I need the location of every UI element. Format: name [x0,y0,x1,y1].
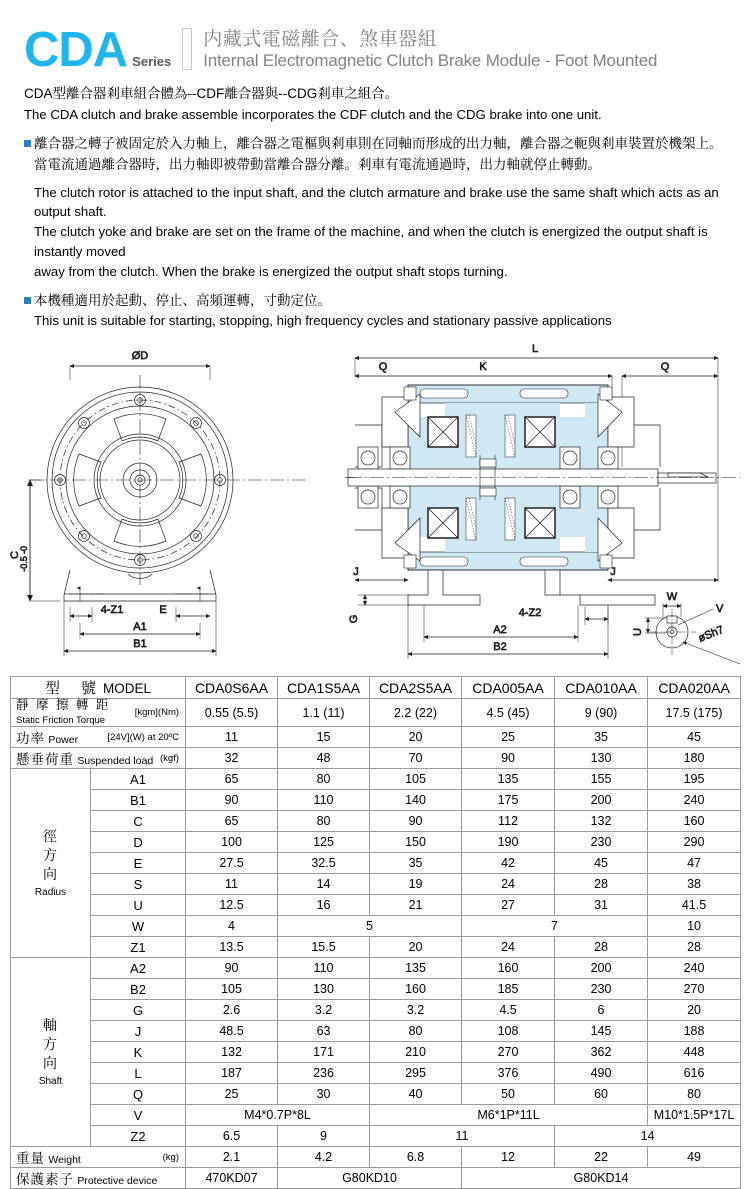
cell-E-c2: 32.5 [278,853,370,874]
dim-label-g: G [348,614,360,624]
cell-K-c3: 210 [370,1042,462,1063]
dim-name-U: U [91,895,186,916]
cell-B2-c5: 230 [555,979,648,1000]
cell-Z2-2: 9 [278,1126,370,1147]
table-row-dim-G [11,1000,741,1021]
header-title-en: Internal Electromagnetic Clutch Brake Module - Foot Mounted [203,51,658,71]
dim-label-4z2: 4-Z2 [518,607,542,620]
brand-logo: CDA [24,23,128,78]
cell-B1-c4: 175 [462,790,555,811]
bullet1-zh-1: 離合器之轉子被固定於入力軸上，離合器之電樞與剎車則在同軸而形成的出力軸，離合器之軛與剎車裝置於機架上。 [34,135,723,151]
cell-r2-c6: 45 [648,727,741,748]
cell-C-c5: 132 [555,811,648,832]
cell-B1-c2: 110 [278,790,370,811]
cell-r2-c5: 35 [555,727,648,748]
dim-name-Z1: Z1 [91,937,186,958]
cell-r1-c2: 1.1 (11) [278,699,370,727]
table-row-dim-A2 [11,958,741,979]
cell-Q-c4: 50 [462,1084,555,1105]
cell-A2-c3: 135 [370,958,462,979]
table-row-dim-E [11,853,741,874]
cell-r1-c3: 2.2 (22) [370,699,462,727]
cell-G-c3: 3.2 [370,1000,462,1021]
dim-label-b1: B1 [133,638,147,651]
table-row-dim-Q [11,1084,741,1105]
intro-section [0,72,750,331]
cell-D-c6: 290 [648,832,741,853]
cell-r2-c1: 11 [186,727,278,748]
cell-B1-c6: 240 [648,790,741,811]
cell-D-c1: 100 [186,832,278,853]
cell-E-c4: 42 [462,853,555,874]
cell-W-2: 5 [278,916,462,937]
dim-name-K: K [91,1042,186,1063]
dim-label-c-tol-lower: -0.5 [19,556,29,573]
group-label-radius: 徑 方 向 Radius [11,769,91,958]
cell-Z1-c2: 15.5 [278,937,370,958]
dim-label-j-left: J [353,566,359,579]
cell-D-c3: 150 [370,832,462,853]
dim-label-a1: A1 [133,621,147,634]
footer-cell-1-c4: 12 [462,1147,555,1168]
intro-zh-1: CDA型離合器剎車組合體為--CDF離合器與--CDG剎車之組合。 [24,86,399,101]
cell-K-c6: 448 [648,1042,741,1063]
bullet1-en-2: The clutch yoke and brake are set on the frame of the machine, and when the clutch is energized the output shaft is instantly moved [34,224,708,259]
cell-J-c6: 188 [648,1021,741,1042]
cell-D-c5: 230 [555,832,648,853]
dim-name-C: C [91,811,186,832]
dim-label-u: U [632,628,644,637]
cell-B1-c5: 200 [555,790,648,811]
table-row [11,748,741,769]
cell-E-c1: 27.5 [186,853,278,874]
footer-cell-1-c5: 22 [555,1147,648,1168]
row-label-2: 功率 Power [24V](W) at 20ºC [11,727,186,748]
cell-S-c1: 11 [186,874,278,895]
series-label: Series [132,54,172,69]
cell-Q-c1: 25 [186,1084,278,1105]
table-row [11,699,741,727]
bullet-square-icon [24,140,31,147]
dim-name-A1: A1 [91,769,186,790]
cell-S-c3: 19 [370,874,462,895]
footer-cell-1-c2: 4.2 [278,1147,370,1168]
cell-D-c2: 125 [278,832,370,853]
dim-name-Z2: Z2 [91,1126,186,1147]
page-header [0,0,750,78]
table-row [11,727,741,748]
cell-G-c6: 20 [648,1000,741,1021]
technical-drawings [0,337,750,672]
cell-U-c5: 31 [555,895,648,916]
table-row-footer-2 [11,1168,741,1189]
cell-C-c3: 90 [370,811,462,832]
cell-r3-c1: 32 [186,748,278,769]
cell-r1-c6: 17.5 (175) [648,699,741,727]
cell-B1-c1: 90 [186,790,278,811]
dim-label-w: W [666,591,678,604]
footer-cell-2-3: G80KD14 [462,1168,741,1189]
table-row-dim-D [11,832,741,853]
cell-G-c4: 4.5 [462,1000,555,1021]
cell-W-1: 4 [186,916,278,937]
cell-L-c4: 376 [462,1063,555,1084]
cell-U-c3: 21 [370,895,462,916]
cell-Z1-c5: 28 [555,937,648,958]
header-cell-model: 型 號 MODEL [11,677,186,699]
spec-table-wrap [0,676,750,1189]
cell-J-c3: 80 [370,1021,462,1042]
dim-name-Q: Q [91,1084,186,1105]
cell-G-c1: 2.6 [186,1000,278,1021]
cell-Z2-4: 14 [555,1126,741,1147]
table-row-dim-W [11,916,741,937]
dim-label-4z1: 4-Z1 [100,604,124,617]
cell-A1-c3: 105 [370,769,462,790]
dim-label-e: E [159,604,167,617]
cell-Z2-1: 6.5 [186,1126,278,1147]
table-row-dim-B2 [11,979,741,1000]
cell-C-c1: 65 [186,811,278,832]
cell-D-c4: 190 [462,832,555,853]
cell-r2-c3: 20 [370,727,462,748]
cell-r2-c4: 25 [462,727,555,748]
dim-label-bore: øSh7 [696,624,726,646]
cell-r3-c6: 180 [648,748,741,769]
cell-S-c6: 38 [648,874,741,895]
table-row-dim-C [11,811,741,832]
cell-J-c2: 63 [278,1021,370,1042]
cell-A2-c6: 240 [648,958,741,979]
table-row-dim-V [11,1105,741,1126]
cell-S-c4: 24 [462,874,555,895]
cell-V-3: M10*1.5P*17L [648,1105,741,1126]
header-cell-model-1: CDA0S6AA [186,677,278,699]
cell-J-c1: 48.5 [186,1021,278,1042]
cell-B2-c2: 130 [278,979,370,1000]
cell-V-2: M6*1P*11L [370,1105,648,1126]
cell-C-c2: 80 [278,811,370,832]
cell-Z1-c4: 24 [462,937,555,958]
cell-L-c5: 490 [555,1063,648,1084]
footer-cell-2-1: 470KD07 [186,1168,278,1189]
table-row-dim-U [11,895,741,916]
cell-Q-c5: 60 [555,1084,648,1105]
header-cell-model-3: CDA2S5AA [370,677,462,699]
cell-r1-c1: 0.55 (5.5) [186,699,278,727]
cell-A1-c5: 155 [555,769,648,790]
bullet-block-1 [24,134,726,282]
row-label-1: 靜 摩 擦 轉 距 Static Friction Torque [kgm](Nm) [11,699,186,727]
table-row-dim-L [11,1063,741,1084]
footer-cell-2-2: G80KD10 [278,1168,462,1189]
table-row-dim-S [11,874,741,895]
cell-G-c2: 3.2 [278,1000,370,1021]
cell-B1-c3: 140 [370,790,462,811]
cell-r2-c2: 15 [278,727,370,748]
dim-label-v: V [716,603,724,616]
cell-J-c5: 145 [555,1021,648,1042]
cell-A2-c5: 200 [555,958,648,979]
cell-r3-c2: 48 [278,748,370,769]
cell-Q-c3: 40 [370,1084,462,1105]
dim-name-B1: B1 [91,790,186,811]
cell-K-c5: 362 [555,1042,648,1063]
dim-name-L: L [91,1063,186,1084]
cell-U-c4: 27 [462,895,555,916]
cell-U-c2: 16 [278,895,370,916]
footer-cell-1-c1: 2.1 [186,1147,278,1168]
dim-name-J: J [91,1021,186,1042]
cell-L-c3: 295 [370,1063,462,1084]
bullet-square-icon [24,297,31,304]
cell-S-c5: 28 [555,874,648,895]
dim-label-b2: B2 [493,641,507,654]
dim-name-S: S [91,874,186,895]
cell-Q-c2: 30 [278,1084,370,1105]
cell-E-c5: 45 [555,853,648,874]
header-divider [182,28,192,70]
cell-B2-c1: 105 [186,979,278,1000]
cell-E-c3: 35 [370,853,462,874]
cell-A1-c4: 135 [462,769,555,790]
table-header-row [11,677,741,699]
bullet1-en-1: The clutch rotor is attached to the input shaft, and the clutch armature and brake use the same shaft which acts as an output shaft. [34,184,719,220]
cell-r3-c5: 130 [555,748,648,769]
dim-name-A2: A2 [91,958,186,979]
dim-label-diameter: ØD [131,350,149,363]
dim-name-B2: B2 [91,979,186,1000]
cell-G-c5: 6 [555,1000,648,1021]
header-cell-model-6: CDA020AA [648,677,741,699]
cell-W-4: 10 [648,916,741,937]
table-row-dim-J [11,1021,741,1042]
bullet1-zh-2: 當電流通過離合器時，出力軸即被帶動當離合器分離。剎車有電流通過時，出力軸就停止轉動。 [34,156,601,172]
table-row-dim-Z1 [11,937,741,958]
cell-B2-c6: 270 [648,979,741,1000]
footer-cell-1-c3: 6.8 [370,1147,462,1168]
cell-Q-c6: 80 [648,1084,741,1105]
cell-r3-c4: 90 [462,748,555,769]
cell-A2-c1: 90 [186,958,278,979]
bullet1-en-3: away from the clutch. When the brake is energized the output shaft stops turning. [34,263,508,279]
drawing-svg [0,337,750,672]
cell-A1-c6: 195 [648,769,741,790]
intro-en-1: The CDA clutch and brake assemble incorporates the CDF clutch and the CDG brake into one unit. [24,106,602,122]
footer-label-1: 重量 Weight (kg) [11,1147,186,1168]
cell-L-c2: 236 [278,1063,370,1084]
cell-U-c1: 12.5 [186,895,278,916]
row-label-3: 懸垂荷重 Suspended load (kgf) [11,748,186,769]
dim-label-l: L [531,343,539,356]
header-cell-model-4: CDA005AA [462,677,555,699]
cell-W-3: 7 [462,916,648,937]
header-title-zh: 内藏式電磁離合、煞車器組 [203,29,438,51]
cell-B2-c4: 185 [462,979,555,1000]
bullet-block-2 [24,291,726,332]
bullet2-en: This unit is suitable for starting, stopping, high frequency cycles and stationary passive applications [34,313,612,329]
table-row-dim-Z2 [11,1126,741,1147]
cell-E-c6: 47 [648,853,741,874]
footer-label-2: 保護素子 Protective device [11,1168,186,1189]
dim-label-c-tol-upper: -0 [19,546,29,555]
header-cell-model-2: CDA1S5AA [278,677,370,699]
dim-name-E: E [91,853,186,874]
table-row-dim-B1 [11,790,741,811]
bullet2-zh: 本機種適用於起動、停止、高頻運轉，寸動定位。 [34,292,331,308]
cell-Z2-3: 11 [370,1126,555,1147]
dim-name-G: G [91,1000,186,1021]
dim-label-j-right: J [610,566,616,579]
cell-Z1-c1: 13.5 [186,937,278,958]
cell-L-c1: 187 [186,1063,278,1084]
dim-label-k: K [479,361,487,374]
dim-label-q-left: Q [378,361,388,374]
dim-name-D: D [91,832,186,853]
cell-U-c6: 41.5 [648,895,741,916]
dim-name-V: V [91,1105,186,1126]
cell-K-c2: 171 [278,1042,370,1063]
cell-A1-c1: 65 [186,769,278,790]
header-cell-model-5: CDA010AA [555,677,648,699]
dim-label-a2: A2 [493,624,507,637]
cell-S-c2: 14 [278,874,370,895]
footer-cell-1-c6: 49 [648,1147,741,1168]
cell-B2-c3: 160 [370,979,462,1000]
table-row-dim-A1 [11,769,741,790]
cell-r1-c5: 9 (90) [555,699,648,727]
cell-A1-c2: 80 [278,769,370,790]
cell-A2-c2: 110 [278,958,370,979]
table-row-dim-K [11,1042,741,1063]
group-label-shaft: 軸 方 向 Shaft [11,958,91,1147]
cell-V-1: M4*0.7P*8L [186,1105,370,1126]
cell-K-c1: 132 [186,1042,278,1063]
cell-C-c6: 160 [648,811,741,832]
cell-K-c4: 270 [462,1042,555,1063]
specification-table [10,676,741,1189]
cell-Z1-c3: 20 [370,937,462,958]
cell-A2-c4: 160 [462,958,555,979]
dim-name-W: W [91,916,186,937]
dim-label-q-right: Q [660,361,670,374]
cell-Z1-c6: 28 [648,937,741,958]
cell-r1-c4: 4.5 (45) [462,699,555,727]
cell-J-c4: 108 [462,1021,555,1042]
cell-r3-c3: 70 [370,748,462,769]
cell-C-c4: 112 [462,811,555,832]
dim-label-c: C [9,551,21,560]
cell-L-c6: 616 [648,1063,741,1084]
table-row-footer-1 [11,1147,741,1168]
